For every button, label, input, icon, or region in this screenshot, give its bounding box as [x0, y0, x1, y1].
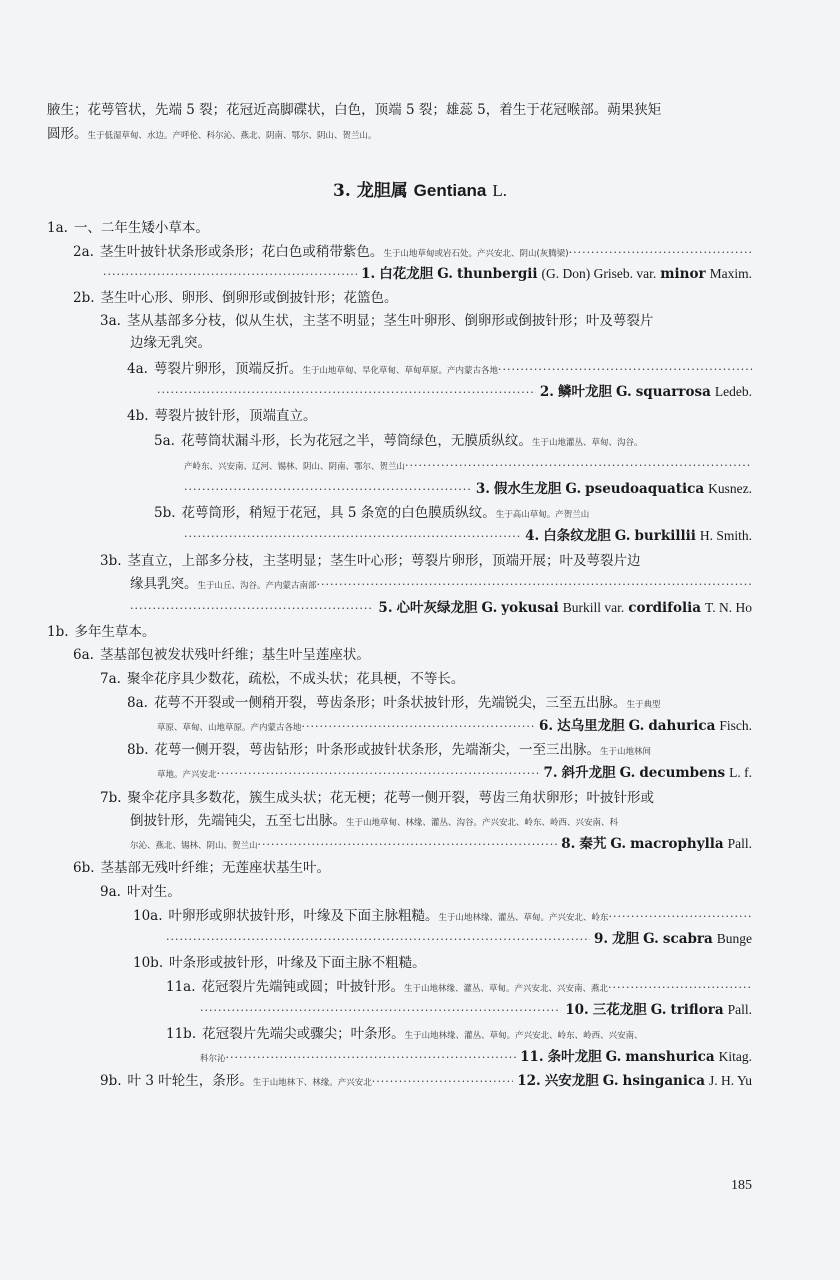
key-8a-dist: 草原、草甸、山地草原。产内蒙古各地 ····· 6. 达乌里龙胆 G. dahurica Fisch.: [157, 716, 752, 738]
key-3a-line1: 3a. 茎从基部多分枝，似从生状，主茎不明显；茎生叶卵形、倒卵形或倒披针形；叶及萼裂片: [100, 313, 654, 329]
key-1b: 1b. 多年生草本。: [47, 624, 156, 640]
species-4: ····· 4. 白条纹龙胆 G. burkillii H. Smith.: [184, 526, 752, 547]
key-8b: 8b. 花萼一侧开裂，萼齿钻形；叶条形或披针状条形，先端渐尖，一至三出脉。 生于山地林间: [127, 742, 652, 758]
key-6a: 6a. 茎基部包被发状残叶纤维；基生叶呈莲座状。: [73, 647, 370, 663]
key-5a-dist: 产岭东、兴安南、辽河、锡林、阴山、阴南、鄂尔、贺兰山 ·····: [184, 456, 752, 477]
key-8a: 8a. 花萼不开裂或一侧稍开裂，萼齿条形；叶条状披针形，先端锐尖，三至五出脉。 生于典型: [127, 695, 661, 711]
key-3b-line1: 3b. 茎直立，上部多分枝，主茎明显；茎生叶心形；萼裂片卵形，顶端开展；叶及萼裂片边: [100, 553, 641, 569]
intro-line-1: 腋生；花萼管状，先端 5 裂；花冠近高脚碟状，白色，顶端 5 裂；雄蕊 5，着生于花冠喉部。蒴果狭矩: [47, 102, 662, 118]
key-11b: 11b. 花冠裂片先端尖或骤尖；叶条形。 生于山地林缘、灌丛、草甸。产兴安北、岭东、岭西、兴安南、: [166, 1026, 643, 1042]
key-8b-dist: 草地。产兴安北 ····· 7. 斜升龙胆 G. decumbens L. f.: [157, 763, 752, 785]
key-10a: 10a. 叶卵形或卵状披针形，叶缘及下面主脉粗糙。 生于山地林缘、灌丛、草甸。产兴安北、岭东 ·····: [133, 906, 752, 928]
key-7b-line1: 7b. 聚伞花序具多数花，簇生成头状；花无梗；花萼一侧开裂，萼齿三角状卵形；叶披针形或: [100, 790, 655, 806]
key-2b: 2b. 茎生叶心形、卵形、倒卵形或倒披针形；花篮色。: [73, 290, 398, 306]
species-2: ····· 2. 鳞叶龙胆 G. squarrosa Ledeb.: [157, 382, 752, 403]
key-1a: 1a. 一、二年生矮小草本。: [47, 220, 209, 236]
key-7a: 7a. 聚伞花序具少数花，疏松，不成头状；花具梗，不等长。: [100, 671, 465, 687]
key-10b: 10b. 叶条形或披针形，叶缘及下面主脉不粗糙。: [133, 955, 426, 971]
key-11b-dist: 科尔沁 ····· 11. 条叶龙胆 G. manshurica Kitag.: [200, 1047, 752, 1069]
key-5b: 5b. 花萼筒形，稍短于花冠，具 5 条宽的白色膜质纵纹。 生于高山草甸。产贺兰山: [154, 505, 590, 521]
species-10: ····· 10. 三花龙胆 G. triflora Pall.: [200, 1000, 752, 1021]
key-4a: 4a. 萼裂片卵形，顶端反折。 生于山地草甸、旱化草甸、草甸草原。产内蒙古各地 ·····: [127, 359, 752, 381]
key-7b-dist: 尔沁、燕北、锡林、阴山、贺兰山 ····· 8. 秦艽 G. macrophylla Pall.: [130, 834, 752, 856]
species-3: ····· 3. 假水生龙胆 G. pseudoaquatica Kusnez.: [184, 479, 752, 500]
intro-line-2: 圆形。 生于低湿草甸、水边。产呼伦、科尔沁、燕北、阴南、鄂尔、阴山、贺兰山。: [47, 126, 377, 142]
key-11a: 11a. 花冠裂片先端钝或圆；叶披针形。 生于山地林缘、灌丛、草甸。产兴安北、兴安南、燕北 ·····: [166, 977, 752, 999]
page-number: 185: [731, 1178, 752, 1193]
genus-heading: 3. 龙胆属 Gentiana L.: [333, 181, 507, 201]
key-7b-line2: 倒披针形，先端钝尖，五至七出脉。 生于山地草甸、林缘、灌丛、沟谷。产兴安北、岭东、岭西、兴安南、科: [130, 813, 619, 829]
key-9b: 9b. 叶 3 叶轮生，条形。 生于山地林下、林缘。产兴安北 ····· 12. 兴安龙胆 G. hsinganica J. H. Yu: [100, 1071, 752, 1093]
key-6b: 6b. 茎基部无残叶纤维；无莲座状基生叶。: [73, 860, 331, 876]
key-4b: 4b. 萼裂片披针形，顶端直立。: [127, 408, 317, 424]
species-5: ····· 5. 心叶灰绿龙胆 G. yokusai Burkill var. cordifolia T. N. Ho: [130, 598, 752, 619]
key-5a: 5a. 花萼筒状漏斗形，长为花冠之半，萼筒绿色，无膜质纵纹。 生于山地灌丛、草甸、沟谷。: [154, 433, 643, 449]
key-3a-line2: 边缘无乳突。: [130, 335, 211, 351]
key-3b-line2: 缘具乳突。 生于山丘、沟谷。产内蒙古南部 ·····: [130, 574, 752, 596]
species-1: ····· 1. 白花龙胆 G. thunbergii (G. Don) Griseb. var. minor Maxim.: [103, 264, 752, 285]
key-2a: 2a. 茎生叶披针状条形或条形；花白色或稍带紫色。 生于山地草甸或岩石处。产兴安北、阴山(灰腾梁) ·····: [73, 242, 752, 264]
key-9a: 9a. 叶对生。: [100, 884, 181, 900]
species-9: ····· 9. 龙胆 G. scabra Bunge: [166, 929, 752, 950]
